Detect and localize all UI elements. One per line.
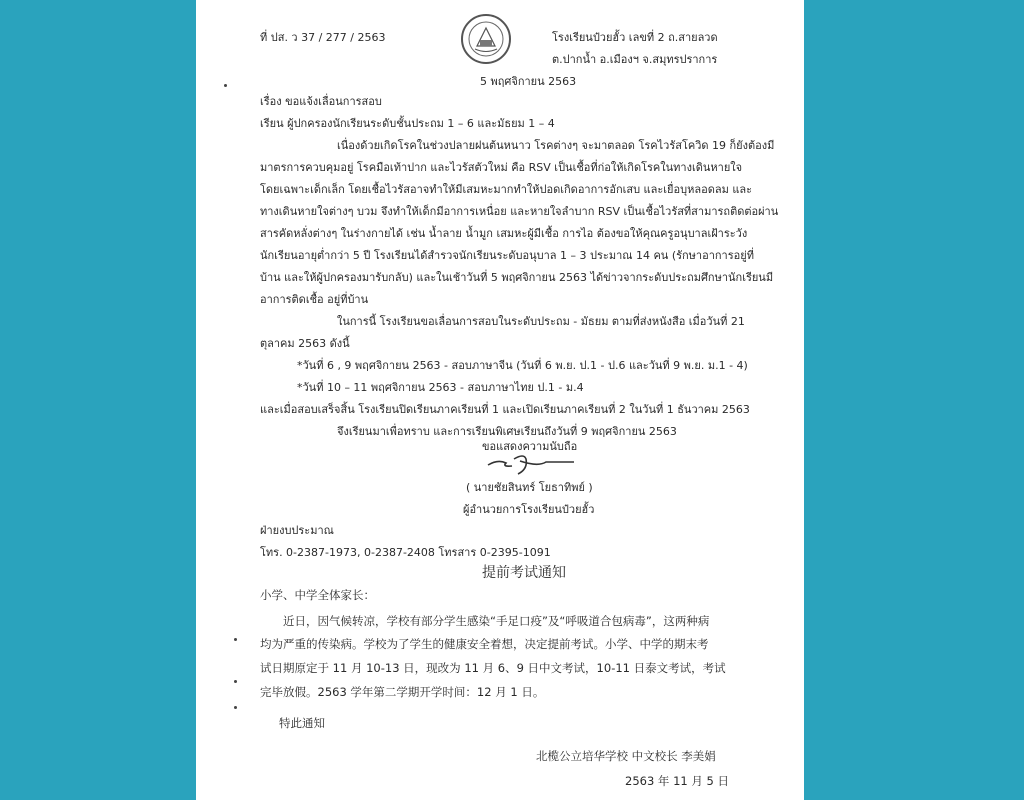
body-line: อาการติดเชื้อ อยู่ที่บ้าน	[260, 293, 369, 306]
letter-recipient: เรียน ผู้ปกครองนักเรียนระดับชั้นประถม 1 – 6 และมัธยม 1 – 4	[260, 117, 555, 130]
body-line: ทางเดินหายใจต่างๆ บวม จึงทำให้เด็กมีอาการเหนื่อย และหายใจลำบาก RSV เป็นเชื้อไวรัสที่สามารถติดต่อผ่าน	[260, 205, 779, 218]
body-line: จึงเรียนมาเพื่อทราบ และการเรียนพิเศษเรียนถึงวันที่ 9 พฤศจิกายน 2563	[337, 425, 677, 438]
body-line: มาตรการควบคุมอยู่ โรคมือเท้าปาก และไวรัสตัวใหม่ คือ RSV เป็นเชื้อที่ก่อให้เกิดโรคในทางเดินหายใจ	[260, 161, 743, 174]
schedule-item: *วันที่ 10 – 11 พฤศจิกายน 2563 - สอบภาษาไทย ป.1 - ม.4	[297, 381, 584, 394]
contact-numbers: โทร. 0-2387-1973, 0-2387-2408 โทรสาร 0-2395-1091	[260, 546, 551, 559]
scan-speck	[234, 680, 237, 683]
chinese-closing: 特此通知	[279, 716, 325, 730]
scan-speck	[224, 84, 227, 87]
chinese-body-line: 均为严重的传染病。学校为了学生的健康安全着想，决定提前考试。小学、中学的期末考	[260, 637, 709, 651]
scan-speck	[234, 706, 237, 709]
body-line: และเมื่อสอบเสร็จสิ้น โรงเรียนปิดเรียนภาคเรียนที่ 1 และเปิดเรียนภาคเรียนที่ 2 ในวันที่ 1 ธันวาคม 2563	[260, 403, 750, 416]
letter-subject: เรื่อง ขอแจ้งเลื่อนการสอบ	[260, 95, 382, 108]
body-line: สารคัดหลั่งต่างๆ ในร่างกายได้ เช่น น้ำลาย น้ำมูก เสมหะผู้มีเชื้อ การไอ ต้องขอให้คุณครูอนุบาลเฝ้าระวัง	[260, 227, 748, 240]
body-line: ตุลาคม 2563 ดังนี้	[260, 337, 350, 350]
body-line: นักเรียนอายุต่ำกว่า 5 ปี โรงเรียนได้สำรวจนักเรียนระดับอนุบาล 1 – 3 ประมาณ 14 คน (รักษาอาการอยู่ที่	[260, 249, 754, 262]
body-line: โดยเฉพาะเด็กเล็ก โดยเชื้อไวรัสอาจทำให้มีเสมหะมากทำให้ปอดเกิดอาการอักเสบ และเยื่อบุหลอดลม และ	[260, 183, 753, 196]
signer-title: ผู้อำนวยการโรงเรียนป๋วยฮั้ว	[463, 503, 595, 516]
signer-name: ( นายชัยสินทร์ โยธาทิพย์ )	[466, 481, 593, 494]
schedule-item: *วันที่ 6 , 9 พฤศจิกายน 2563 - สอบภาษาจีน (วันที่ 6 พ.ย. ป.1 - ป.6 และวันที่ 9 พ.ย. ม.1 - 4)	[297, 359, 748, 372]
chinese-body-line: 试日期原定于 11 月 10-13 日，现改为 11 月 6、9 日中文考试，10-11 日泰文考试，考试	[260, 661, 726, 675]
body-line: เนื่องด้วยเกิดโรคในช่วงปลายฝนต้นหนาว โรคต่างๆ จะมาตลอด โรคไวรัสโควิด 19 ก็ยังต้องมี	[337, 139, 775, 152]
chinese-body-line: 完毕放假。2563 学年第二学期开学时间：12 月 1 日。	[260, 685, 545, 699]
handwritten-signature	[484, 447, 578, 477]
scan-speck	[234, 638, 237, 641]
letter-regards: ขอแสดงความนับถือ	[482, 440, 578, 453]
body-line: บ้าน และให้ผู้ปกครองมารับกลับ) และในเช้าวันที่ 5 พฤศจิกายน 2563 ได้ข่าวจากระดับประถมศึกษานักเรียนมี	[260, 271, 774, 284]
department-label: ฝ่ายงบประมาณ	[260, 524, 334, 537]
school-seal-logo	[461, 14, 511, 64]
chinese-signature: 北榄公立培华学校 中文校长 李美娟	[536, 749, 716, 763]
chinese-body-line: 近日，因气候转凉，学校有部分学生感染“手足口疫”及“呼吸道合包病毒”，这两种病	[283, 614, 710, 628]
reference-number: ที่ ปส. ว 37 / 277 / 2563	[260, 31, 386, 44]
body-line: ในการนี้ โรงเรียนขอเลื่อนการสอบในระดับประถม - มัธยม ตามที่ส่งหนังสือ เมื่อวันที่ 21	[337, 315, 745, 328]
chinese-date: 2563 年 11 月 5 日	[625, 774, 729, 788]
document-page	[196, 0, 804, 800]
school-name-line: โรงเรียนป๋วยฮั้ว เลขที่ 2 ถ.สายลวด	[552, 31, 718, 44]
letter-date: 5 พฤศจิกายน 2563	[480, 75, 577, 88]
chinese-notice-title: 提前考试通知	[482, 565, 566, 581]
school-address-line: ต.ปากน้ำ อ.เมืองฯ จ.สมุทรปราการ	[552, 53, 718, 66]
chinese-greeting: 小学、中学全体家长：	[260, 588, 375, 602]
